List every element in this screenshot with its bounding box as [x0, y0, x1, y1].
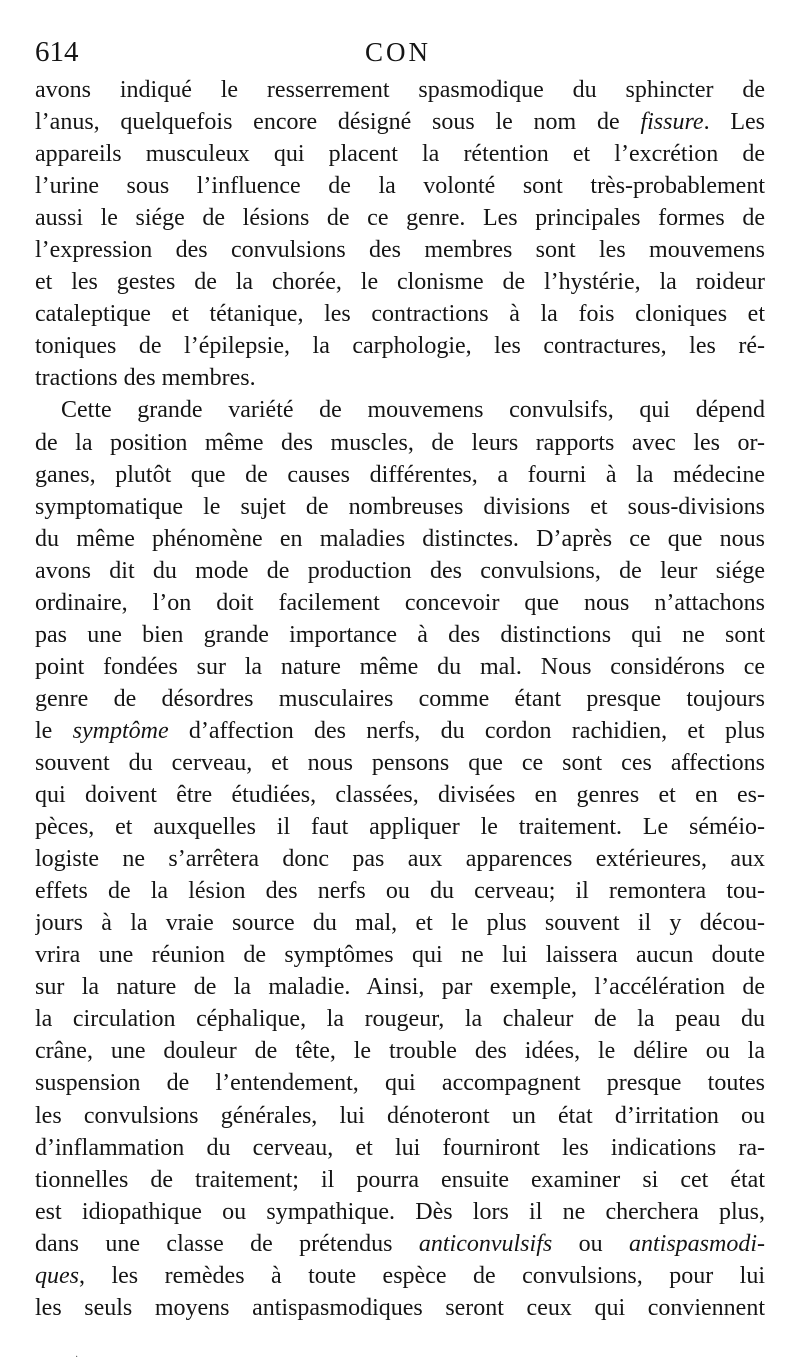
text-segment: , les remèdes à toute espèce de convulsions, pour lui — [79, 1262, 765, 1289]
text-line — [35, 1035, 765, 1067]
text-line — [35, 747, 765, 779]
text-line — [35, 651, 765, 683]
text-segment: ordinaire, l’on doit facilement concevoir que nous n’attachons — [35, 589, 765, 616]
text-line — [35, 330, 765, 362]
text-line — [35, 138, 765, 170]
text-segment: toniques de l’épilepsie, la carphologie, les contractures, les ré- — [35, 333, 765, 360]
text-segment: vrira une réunion de symptômes qui ne lui laissera aucun doute — [35, 942, 765, 969]
text-line — [35, 1067, 765, 1099]
text-segment: ganes, plutôt que de causes différentes, a fourni à la médecine — [35, 461, 765, 488]
text-line — [35, 170, 765, 202]
text-segment: qui doivent être étudiées, classées, divisées en genres et en es- — [35, 782, 765, 809]
text-segment: effets de la lésion des nerfs ou du cerveau; il remontera tou- — [35, 878, 765, 905]
text-segment: le — [35, 717, 73, 744]
italic-term: fissure — [640, 109, 704, 136]
text-line — [35, 1228, 765, 1260]
text-line — [35, 779, 765, 811]
page-number: 614 — [35, 36, 79, 68]
text-segment: du même phénomène en maladies distinctes. D’après ce que nous — [35, 525, 765, 552]
text-segment: d’affection des nerfs, du cordon rachidien, et plus — [168, 717, 765, 744]
text-line — [35, 106, 765, 138]
text-segment: et les gestes de la chorée, le clonisme de l’hystérie, la roideur — [35, 269, 765, 296]
text-segment: Cette grande variété de mouvemens convulsifs, qui dépend — [61, 397, 765, 424]
text-segment: tractions des membres. — [35, 365, 256, 392]
text-segment: avons indiqué le resserrement spasmodique du sphincter de — [35, 77, 765, 103]
text-line — [35, 619, 765, 651]
text-line — [35, 394, 765, 426]
text-segment: est idiopathique ou sympathique. Dès lors il ne cherchera plus, — [35, 1198, 765, 1225]
print-speck: · — [75, 1352, 79, 1363]
text-segment: les seuls moyens antispasmodiques seront ceux qui conviennent — [35, 1294, 765, 1321]
text-segment: sur la nature de la maladie. Ainsi, par exemple, l’accélération de — [35, 974, 765, 1001]
text-segment: de la position même des muscles, de leurs rapports avec les or- — [35, 429, 765, 456]
text-line — [35, 811, 765, 843]
page-header — [35, 34, 765, 70]
text-segment: cataleptique et tétanique, les contractions à la fois cloniques et — [35, 301, 765, 328]
text-segment: la circulation céphalique, la rougeur, la chaleur de la peau du — [35, 1006, 765, 1033]
text-line — [35, 1003, 765, 1035]
text-segment: ou — [552, 1230, 629, 1257]
text-line — [35, 266, 765, 298]
text-segment: crâne, une douleur de tête, le trouble des idées, le délire ou la — [35, 1038, 765, 1065]
text-line — [35, 715, 765, 747]
text-segment: aussi le siége de lésions de ce genre. Les principales formes de — [35, 205, 765, 232]
text-line — [35, 939, 765, 971]
text-segment: . Les — [703, 109, 765, 136]
text-segment: pèces, et auxquelles il faut appliquer le traitement. Le séméio- — [35, 814, 765, 841]
text-line — [35, 555, 765, 587]
text-segment: l’urine sous l’influence de la volonté sont très-probablement — [35, 173, 765, 200]
text-line — [35, 843, 765, 875]
text-segment: l’anus, quelquefois encore désigné sous le nom de — [35, 109, 641, 136]
text-segment: point fondées sur la nature même du mal. Nous considérons ce — [35, 653, 765, 680]
text-segment: tionnelles de traitement; il pourra ensuite examiner si cet état — [35, 1166, 765, 1193]
text-line — [35, 971, 765, 1003]
italic-term: anticonvulsifs — [418, 1230, 553, 1257]
text-segment: l’expression des convulsions des membres sont les mouvemens — [35, 237, 765, 264]
text-segment: dans une classe de prétendus — [35, 1230, 419, 1257]
text-segment: symptomatique le sujet de nombreuses divisions et sous-divisions — [35, 493, 765, 520]
text-line — [35, 907, 765, 939]
text-segment: d’inflammation du cerveau, et lui fourniront les indications ra- — [35, 1134, 765, 1161]
text-line — [35, 523, 765, 555]
italic-term: antispasmodi- — [629, 1230, 765, 1257]
text-line — [35, 1260, 765, 1292]
text-line — [35, 234, 765, 266]
text-segment: les convulsions générales, lui dénoteront un état d’irritation ou — [35, 1102, 765, 1129]
text-segment: logiste ne s’arrêtera donc pas aux apparences extérieures, aux — [35, 846, 765, 873]
text-line — [35, 875, 765, 907]
text-line — [35, 1292, 765, 1324]
text-segment: appareils musculeux qui placent la rétention et l’excrétion de — [35, 141, 765, 168]
running-head: CON — [364, 37, 431, 67]
text-segment: suspension de l’entendement, qui accompagnent presque toutes — [35, 1070, 765, 1097]
text-line — [35, 1100, 765, 1132]
text-segment: souvent du cerveau, et nous pensons que ce sont ces affections — [35, 749, 765, 776]
text-segment: avons dit du mode de production des convulsions, de leur siége — [35, 557, 765, 584]
text-line — [35, 74, 765, 106]
text-line — [35, 587, 765, 619]
text-segment: pas une bien grande importance à des distinctions qui ne sont — [35, 621, 765, 648]
text-line — [35, 491, 765, 523]
text-segment: genre de désordres musculaires comme étant presque toujours — [35, 685, 765, 712]
text-line — [35, 1196, 765, 1228]
text-line — [35, 1132, 765, 1164]
italic-term: symptôme — [72, 717, 169, 744]
text-segment: jours à la vraie source du mal, et le plus souvent il y décou- — [35, 910, 765, 937]
text-line — [35, 427, 765, 459]
text-line — [35, 1164, 765, 1196]
body-text — [35, 74, 765, 1324]
text-line — [35, 362, 765, 394]
text-line — [35, 202, 765, 234]
text-line — [35, 459, 765, 491]
text-line — [35, 298, 765, 330]
text-line — [35, 683, 765, 715]
italic-term: ques — [35, 1262, 79, 1289]
